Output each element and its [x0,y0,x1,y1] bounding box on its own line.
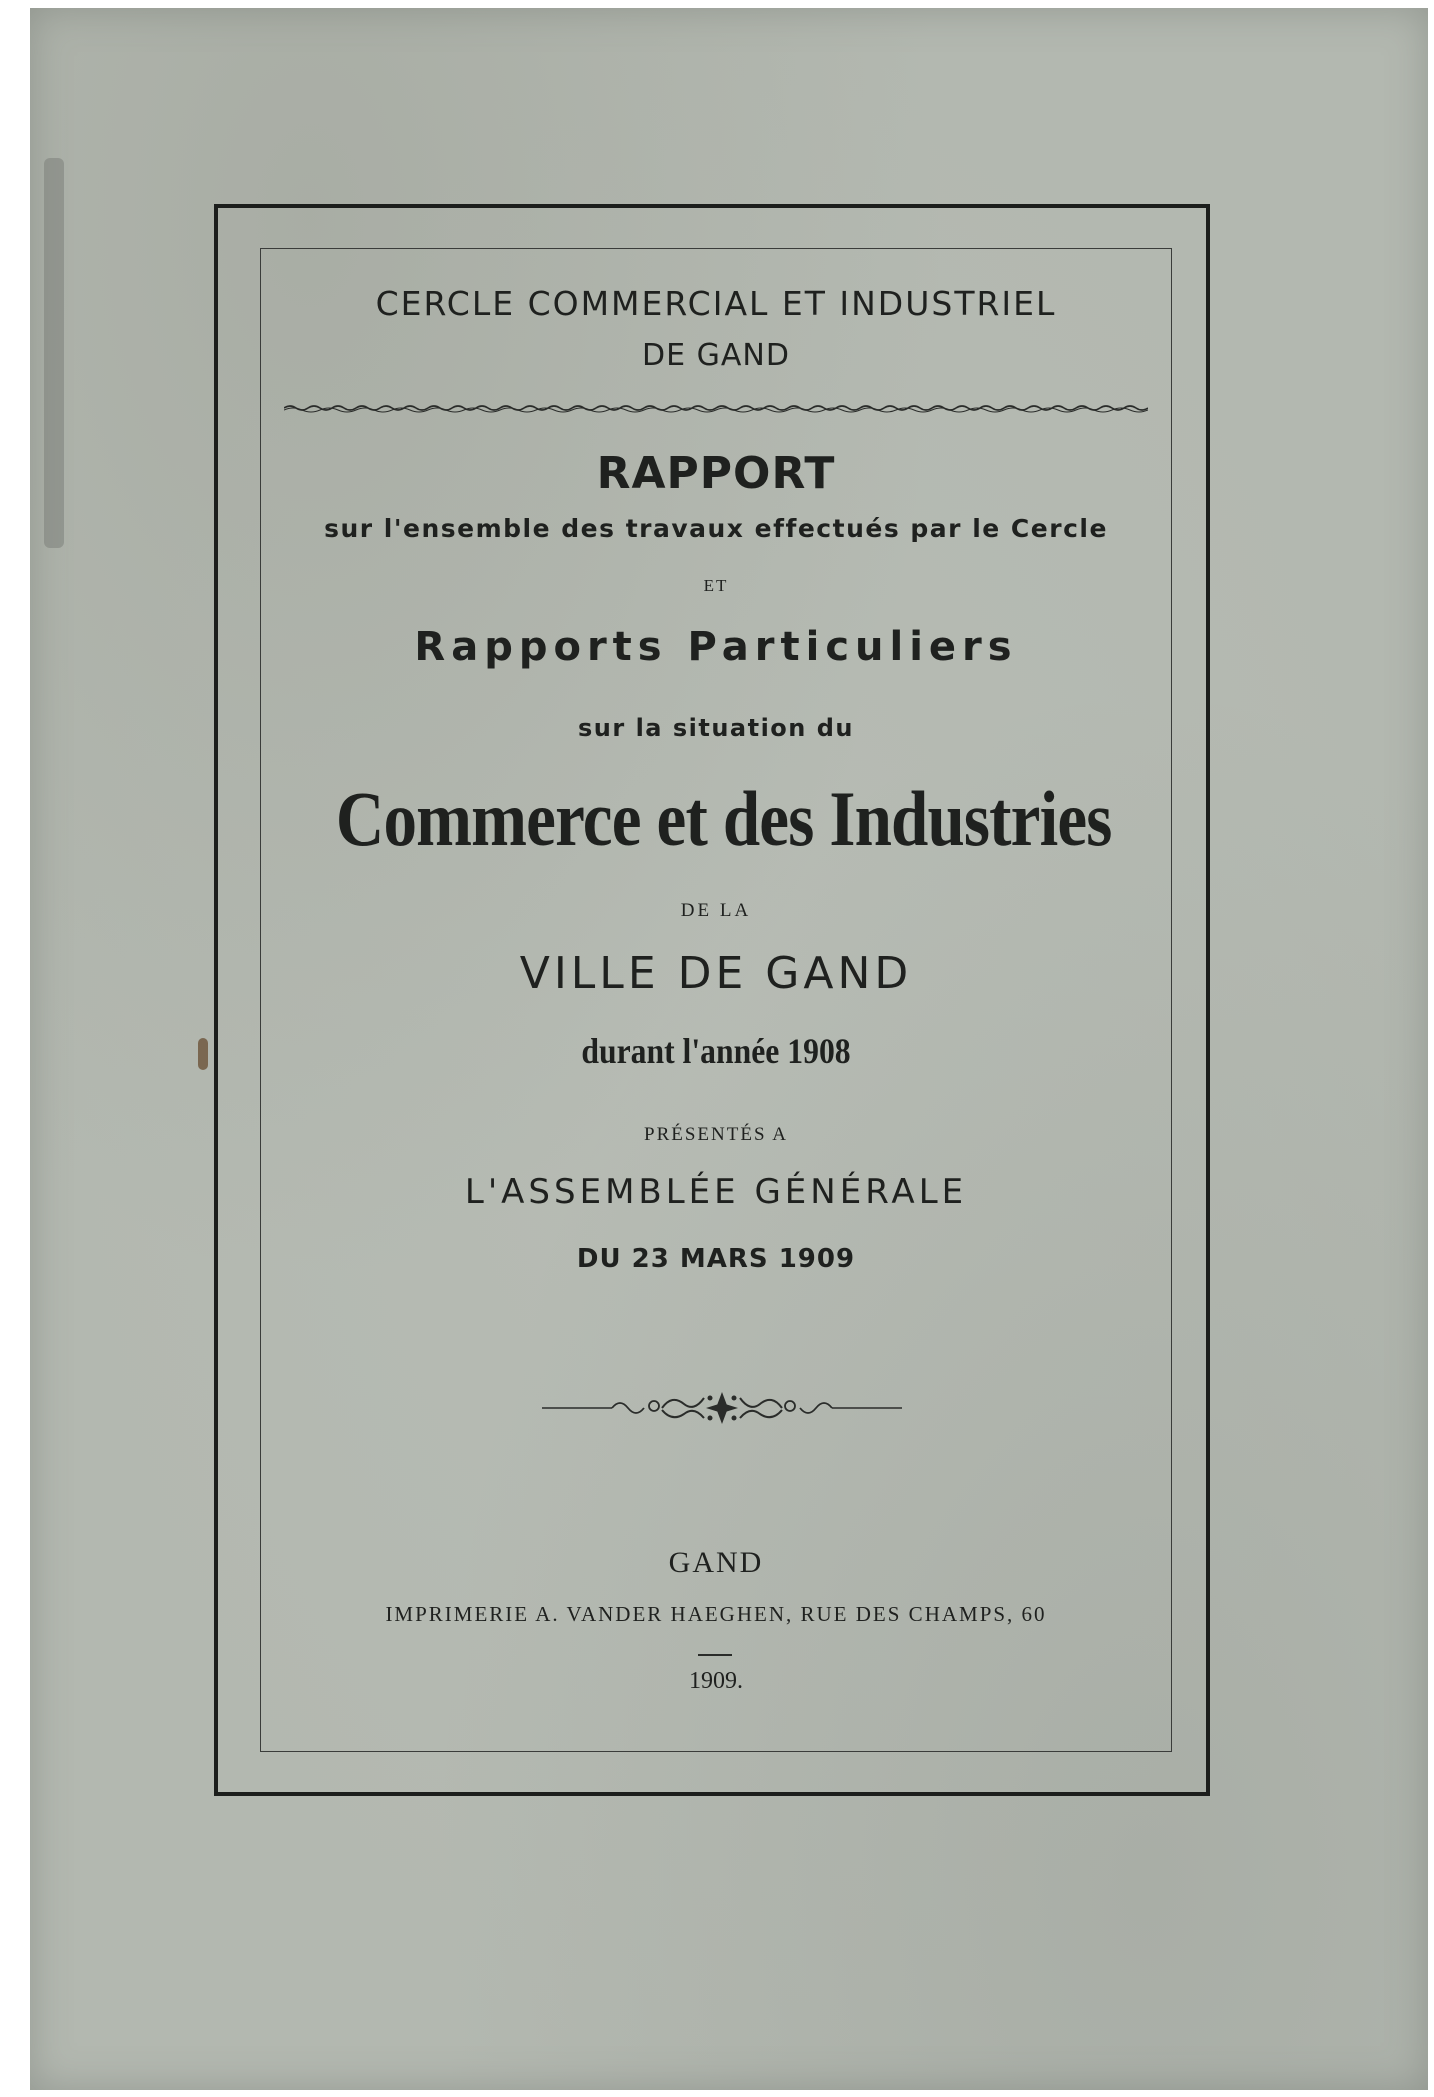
report-subtitle: sur l'ensemble des travaux effectués par le Cercle [324,514,1108,543]
assembly-date: DU 23 MARS 1909 [576,1244,856,1274]
particular-reports-title: Rapports Particuliers [414,624,1018,670]
conjunction-et: ET [703,576,729,595]
spine-wear [44,158,64,548]
period-line: durant l'année 1908 [581,1031,851,1071]
city-title: VILLE DE GAND [519,948,913,999]
header-line-2: DE GAND [642,338,790,373]
header-line-1: CERCLE COMMERCIAL ET INDUSTRIEL [375,284,1057,323]
publication-year: 1909. [689,1668,743,1694]
de-la-label: DE LA [680,900,752,921]
report-title: RAPPORT [596,448,836,499]
wavy-rule-icon [284,398,1148,418]
assembly-title: L'ASSEMBLÉE GÉNÉRALE [464,1172,968,1212]
main-title: Commerce et des Industries [335,775,1112,862]
stain-spot [198,1038,208,1070]
imprint-divider [698,1654,732,1656]
presented-label: PRÉSENTÉS A [644,1124,788,1145]
floral-ornament-icon [542,1388,902,1428]
printer-line: IMPRIMERIE A. VANDER HAEGHEN, RUE DES CHAMPS, 60 [385,1602,1047,1626]
imprint-city: GAND [668,1546,764,1579]
title-page-content [274,248,1158,1752]
situation-subtitle: sur la situation du [578,714,854,742]
